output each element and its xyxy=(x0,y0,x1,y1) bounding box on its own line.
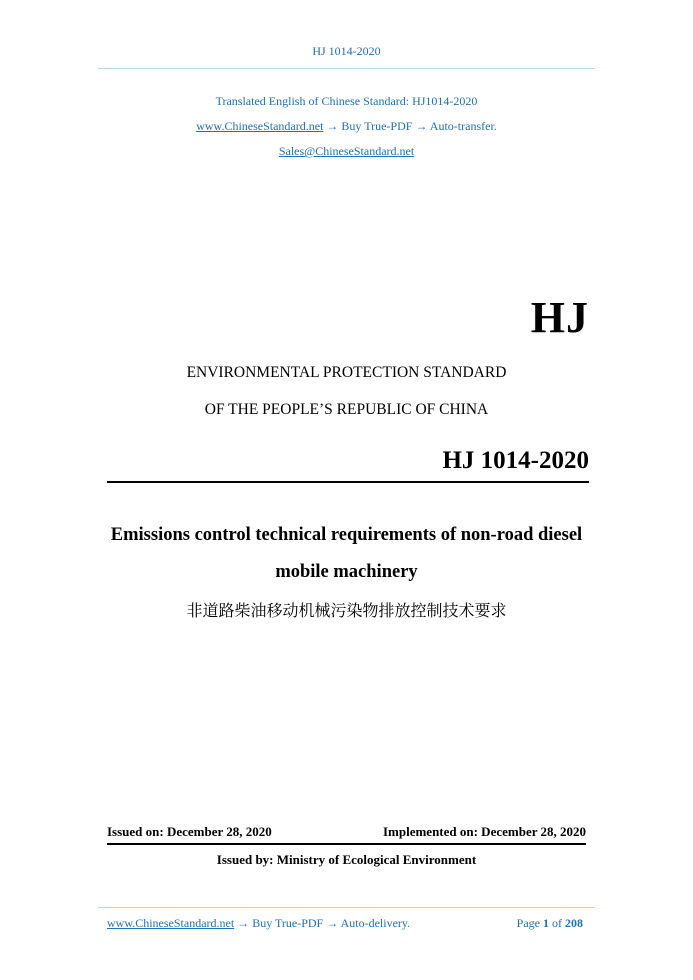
promo-site-link[interactable]: www.ChineseStandard.net xyxy=(196,119,324,133)
standard-number-rule xyxy=(107,481,589,483)
arrow-right-icon: → xyxy=(326,916,339,930)
promo-email-link[interactable]: Sales@ChineseStandard.net xyxy=(278,144,415,158)
standard-number: HJ 1014-2020 xyxy=(442,447,589,474)
header-divider xyxy=(98,68,595,69)
arrow-right-icon: → xyxy=(326,119,339,133)
footer-site-link[interactable]: www.ChineseStandard.net xyxy=(107,916,235,930)
dates-rule xyxy=(107,843,586,845)
issued-by: Issued by: Ministry of Ecological Environment xyxy=(216,852,477,867)
page-of: of xyxy=(552,916,562,930)
footer-left xyxy=(107,916,410,931)
agency-line-1: ENVIRONMENTAL PROTECTION STANDARD xyxy=(186,364,507,381)
arrow-right-icon: → xyxy=(237,916,250,930)
title-chinese: 非道路柴油移动机械污染物排放控制技术要求 xyxy=(186,601,507,620)
running-title: HJ 1014-2020 xyxy=(312,44,381,58)
promo-line-1: Translated English of Chinese Standard: HJ1014-2020 xyxy=(215,94,478,108)
promo-line-2 xyxy=(0,119,693,134)
running-header xyxy=(0,44,693,59)
page-label: Page xyxy=(516,916,540,930)
promo-auto-transfer: Auto-transfer. xyxy=(429,119,497,133)
agency-line-2: OF THE PEOPLE’S REPUBLIC OF CHINA xyxy=(204,401,489,418)
promo-buy-text: Buy True-PDF xyxy=(341,119,413,133)
page-current: 1 xyxy=(543,916,549,930)
hj-logo: HJ xyxy=(530,293,589,342)
promo-line-3 xyxy=(0,144,693,159)
title-line-2: mobile machinery xyxy=(275,562,418,582)
page-total: 208 xyxy=(565,916,583,930)
title-line-1: Emissions control technical requirements of non-road diesel xyxy=(110,525,583,545)
footer-buy-text: Buy True-PDF xyxy=(252,916,324,930)
implemented-on: Implemented on: December 28, 2020 xyxy=(382,824,586,839)
arrow-right-icon: → xyxy=(415,119,428,133)
issued-on: Issued on: December 28, 2020 xyxy=(107,824,272,839)
footer-divider xyxy=(98,907,595,908)
page-indicator xyxy=(517,916,583,931)
footer-auto-delivery: Auto-delivery. xyxy=(340,916,411,930)
